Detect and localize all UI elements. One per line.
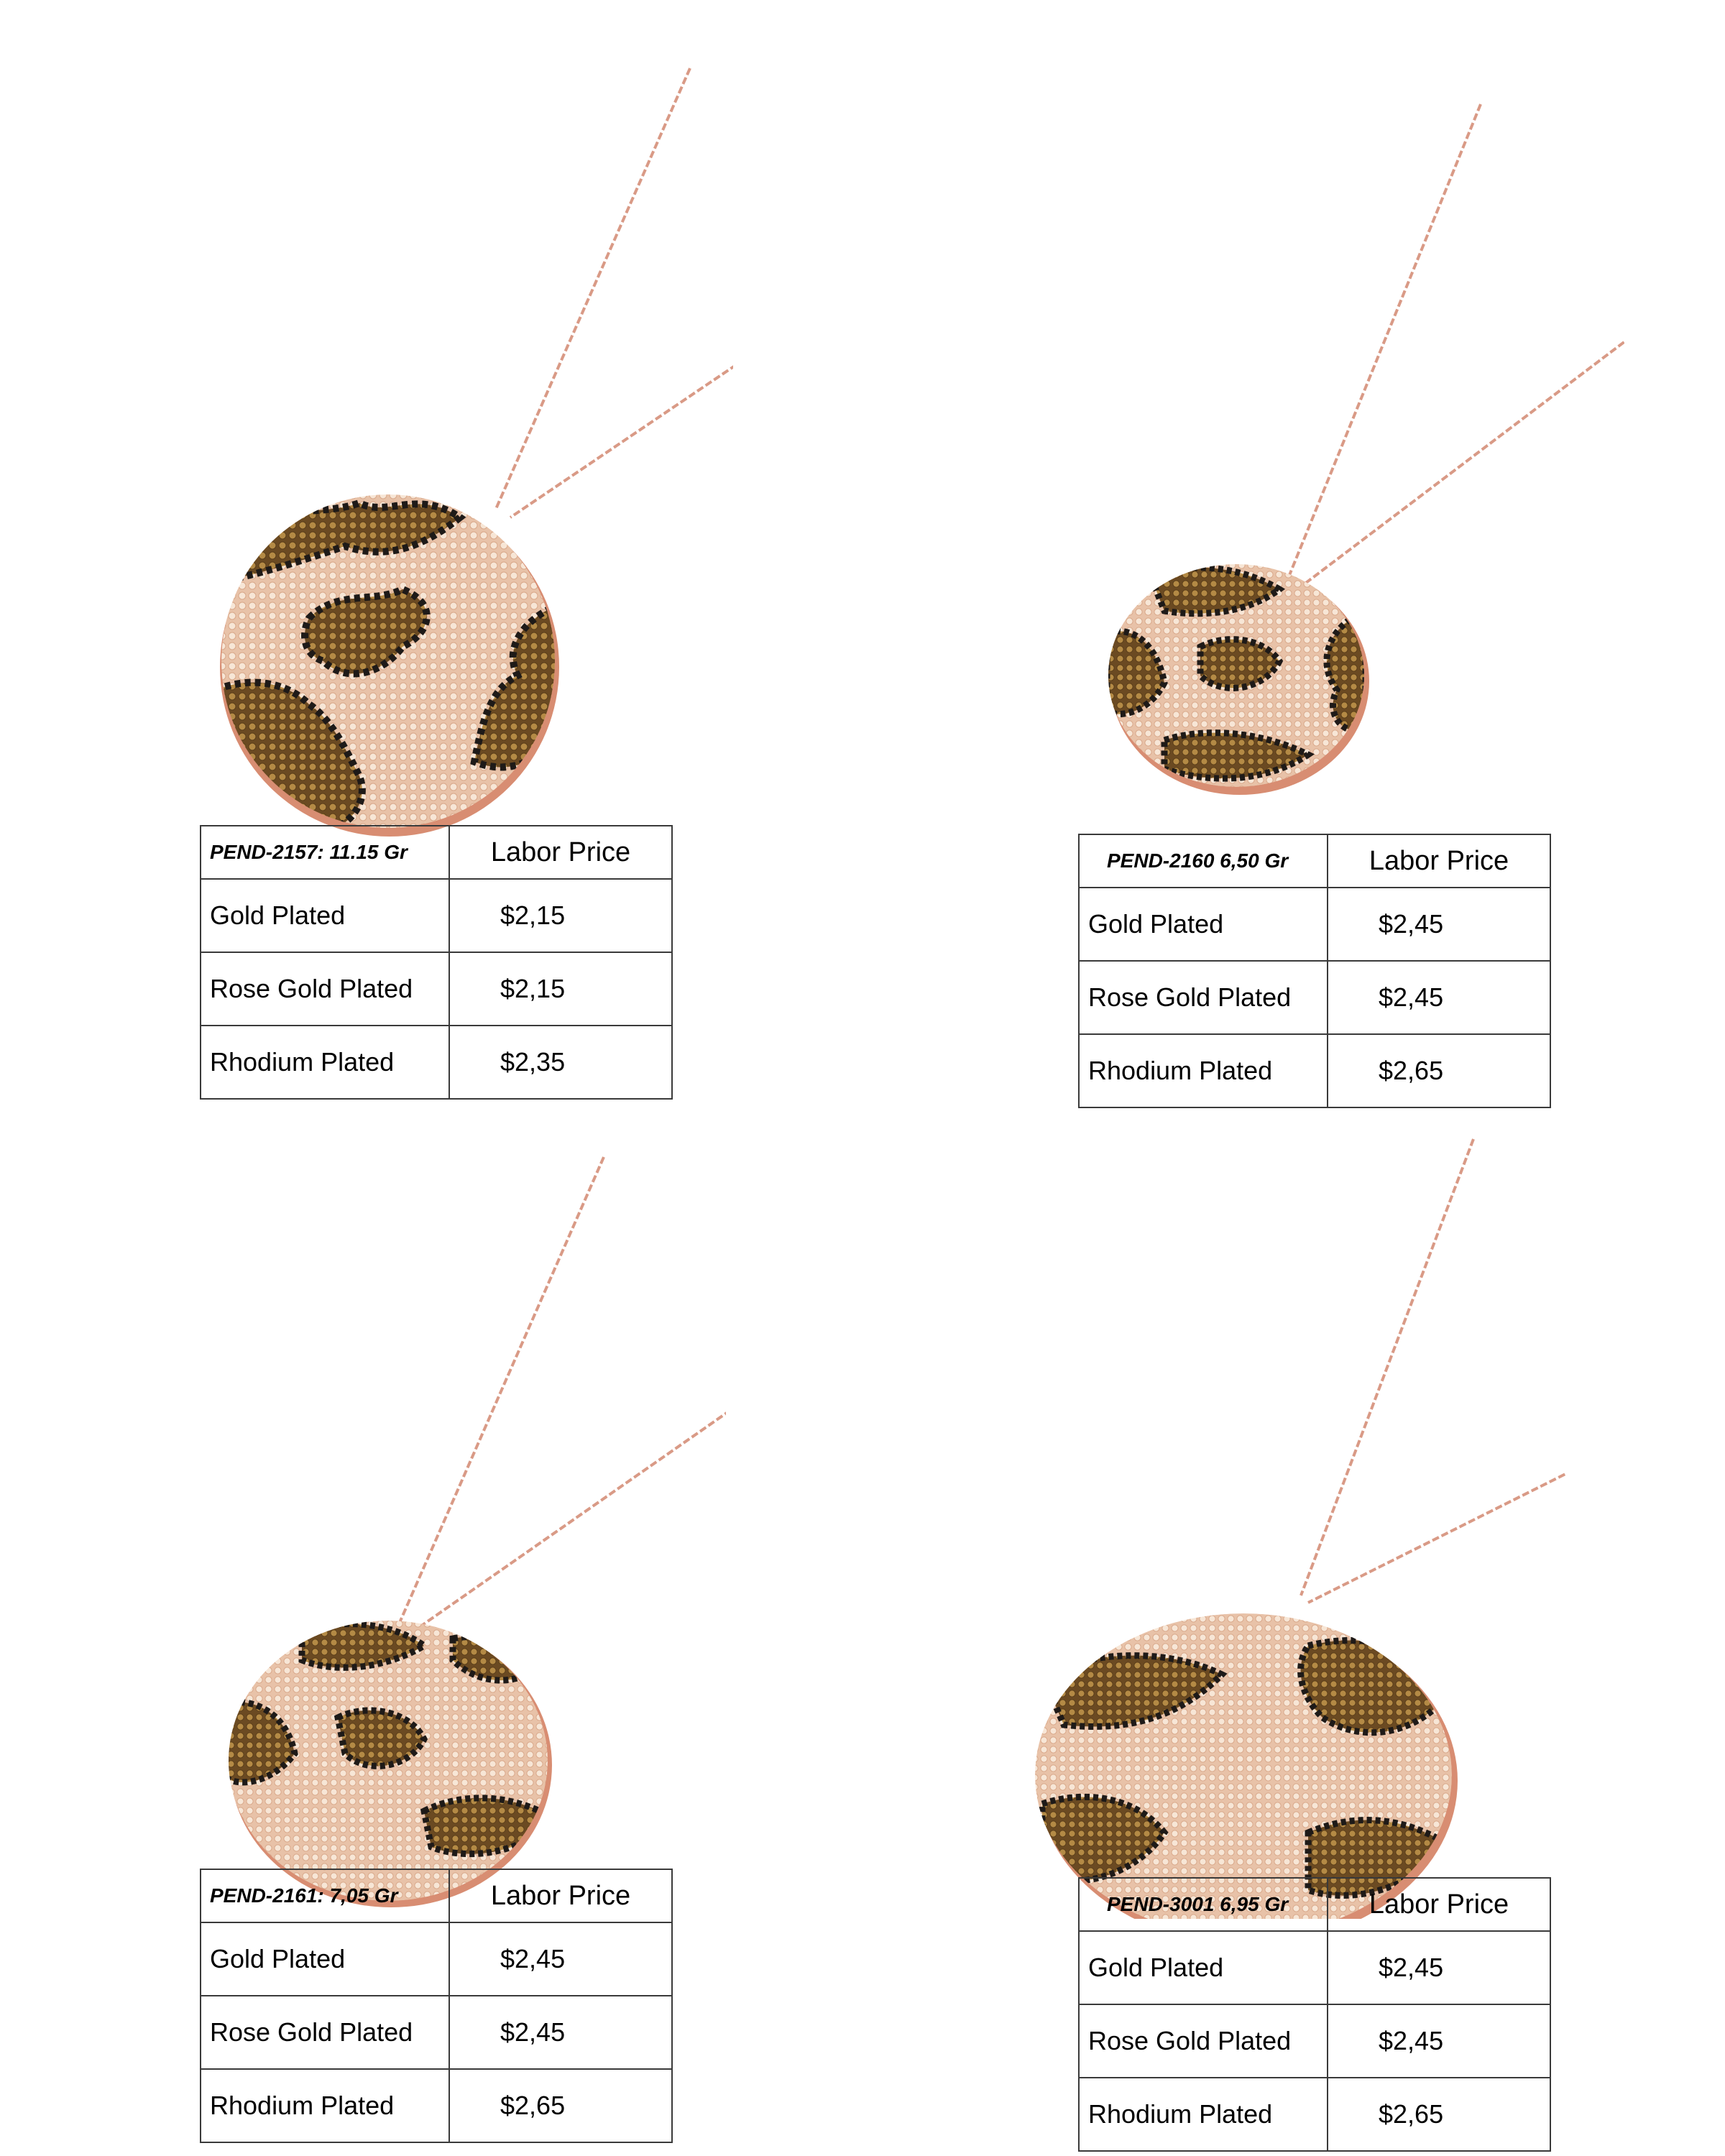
- labor-price-header: Labor Price: [449, 826, 672, 879]
- product-image-pend-2160: [1078, 93, 1624, 884]
- pendant-necklace-icon: [1078, 93, 1624, 884]
- plating-label: Rhodium Plated: [1079, 1034, 1328, 1107]
- plating-label: Rhodium Plated: [1079, 2078, 1328, 2151]
- price-table-pend-2160: [1078, 834, 1551, 1108]
- plating-price: $2,35: [449, 1026, 672, 1099]
- plating-price: $2,45: [1328, 1931, 1550, 2004]
- plating-price: $2,45: [449, 1996, 672, 2069]
- price-table-pend-3001: [1078, 1877, 1551, 2152]
- labor-price-header: Labor Price: [1328, 834, 1550, 888]
- product-code: PEND-2157: 11.15 Gr: [201, 826, 449, 879]
- plating-price: $2,45: [449, 1922, 672, 1996]
- product-image-pend-3001: [1021, 1128, 1567, 1919]
- plating-price: $2,45: [1328, 961, 1550, 1034]
- plating-price: $2,65: [1328, 2078, 1550, 2151]
- plating-label: Rhodium Plated: [201, 2069, 449, 2142]
- plating-price: $2,65: [449, 2069, 672, 2142]
- product-image-pend-2161: [180, 1143, 726, 1933]
- plating-label: Gold Plated: [201, 1922, 449, 1996]
- plating-label: Gold Plated: [1079, 1931, 1328, 2004]
- plating-label: Rose Gold Plated: [1079, 961, 1328, 1034]
- plating-price: $2,45: [1328, 888, 1550, 961]
- plating-label: Rose Gold Plated: [201, 1996, 449, 2069]
- product-code: PEND-2160 6,50 Gr: [1079, 834, 1328, 888]
- pendant-necklace-icon: [180, 1143, 726, 1933]
- plating-price: $2,15: [449, 879, 672, 952]
- pendant-necklace-icon: [1021, 1128, 1567, 1919]
- plating-label: Rose Gold Plated: [1079, 2004, 1328, 2078]
- plating-price: $2,15: [449, 952, 672, 1026]
- plating-label: Rose Gold Plated: [201, 952, 449, 1026]
- plating-label: Gold Plated: [201, 879, 449, 952]
- product-image-pend-2157: [187, 57, 733, 848]
- product-code: PEND-3001 6,95 Gr: [1079, 1878, 1328, 1931]
- price-table-pend-2157: [200, 825, 673, 1100]
- product-code: PEND-2161: 7,05 Gr: [201, 1869, 449, 1922]
- pendant-necklace-icon: [187, 57, 733, 848]
- labor-price-header: Labor Price: [1328, 1878, 1550, 1931]
- plating-price: $2,65: [1328, 1034, 1550, 1107]
- plating-price: $2,45: [1328, 2004, 1550, 2078]
- plating-label: Rhodium Plated: [201, 1026, 449, 1099]
- labor-price-header: Labor Price: [449, 1869, 672, 1922]
- price-table-pend-2161: [200, 1869, 673, 2143]
- plating-label: Gold Plated: [1079, 888, 1328, 961]
